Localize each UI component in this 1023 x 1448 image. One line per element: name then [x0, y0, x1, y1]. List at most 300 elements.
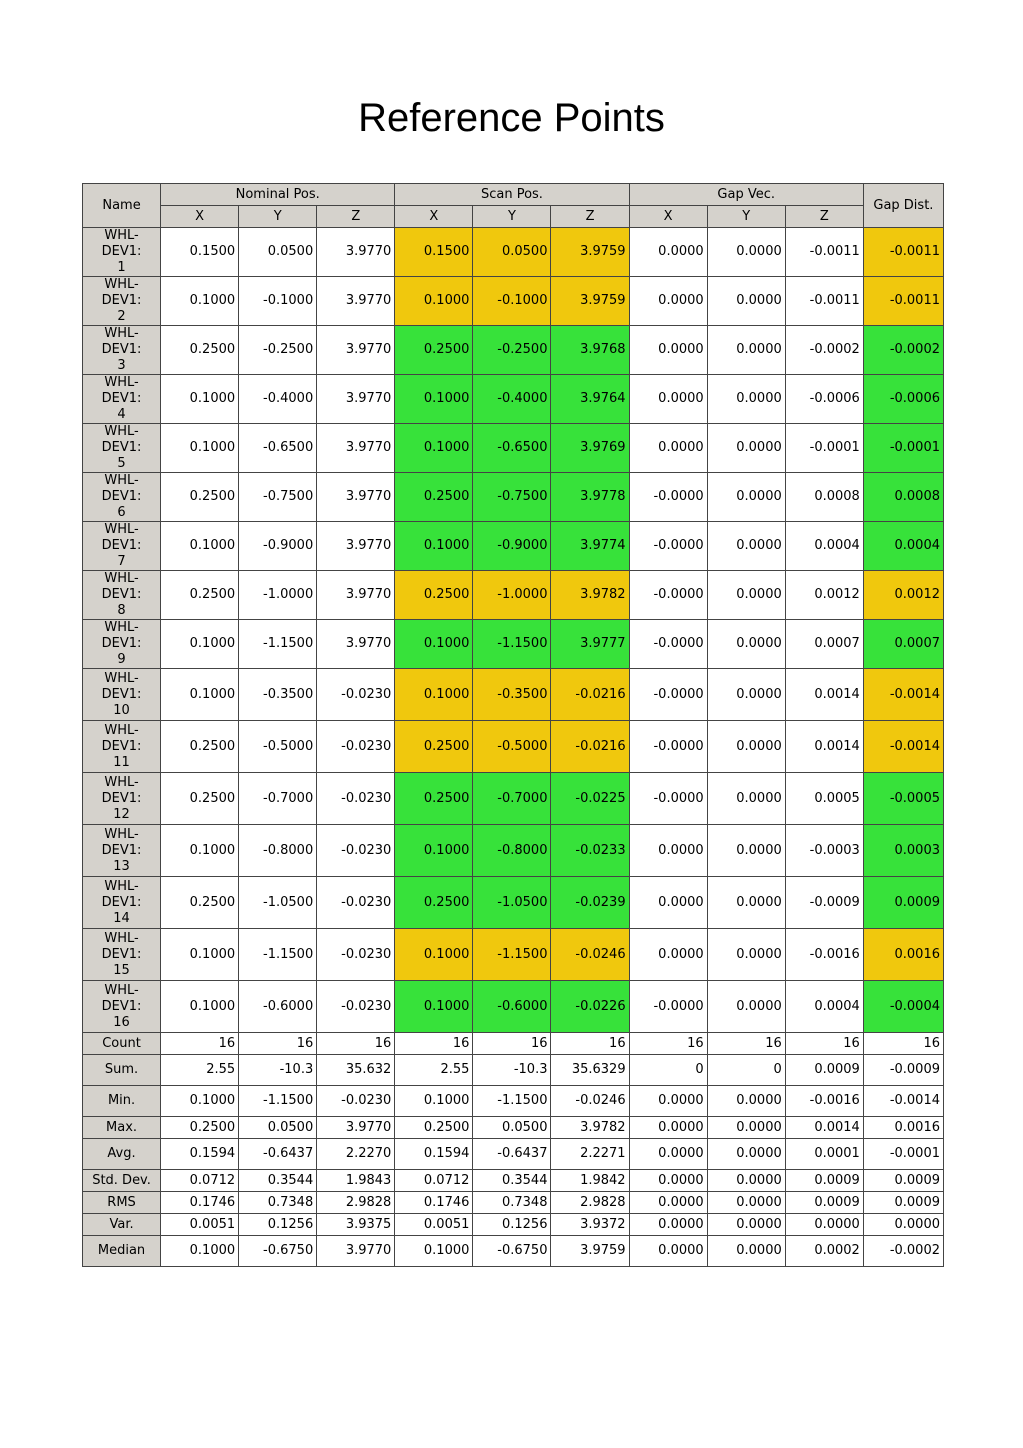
- stats-value: 0.1256: [473, 1214, 551, 1236]
- stats-value: 0.0712: [161, 1170, 239, 1192]
- cell-gap-y: 0.0000: [707, 773, 785, 825]
- cell-nominal-x: 0.1500: [161, 228, 239, 277]
- table-row: [83, 424, 944, 473]
- cell-nominal-x: 0.1000: [161, 825, 239, 877]
- cell-nominal-z: -0.0230: [317, 877, 395, 929]
- point-name-prefix: WHL-DEV1:: [101, 473, 142, 504]
- cell-gap-y: 0.0000: [707, 424, 785, 473]
- point-name-prefix: WHL-DEV1:: [101, 522, 142, 553]
- cell-gap-x: 0.0000: [629, 877, 707, 929]
- stats-value: 0.1746: [161, 1192, 239, 1214]
- cell-gap-dist: -0.0011: [863, 228, 943, 277]
- reference-points-table: [82, 183, 944, 1267]
- point-name: [83, 424, 161, 473]
- table-row: [83, 721, 944, 773]
- table-header: [83, 184, 944, 228]
- header-scan-y: Y: [473, 206, 551, 228]
- stats-value: 16: [863, 1033, 943, 1055]
- cell-gap-dist: -0.0006: [863, 375, 943, 424]
- stats-value: 0.0000: [707, 1170, 785, 1192]
- header-gap-vec: Gap Vec.: [629, 184, 863, 206]
- stats-value: 3.9770: [317, 1236, 395, 1267]
- cell-scan-z: 3.9782: [551, 571, 629, 620]
- cell-gap-dist: 0.0004: [863, 522, 943, 571]
- cell-gap-y: 0.0000: [707, 825, 785, 877]
- cell-scan-y: -0.4000: [473, 375, 551, 424]
- cell-scan-y: -0.3500: [473, 669, 551, 721]
- stats-label: Sum.: [83, 1055, 161, 1086]
- cell-scan-z: -0.0233: [551, 825, 629, 877]
- cell-nominal-x: 0.2500: [161, 773, 239, 825]
- point-name-index: 8: [117, 603, 126, 618]
- cell-gap-y: 0.0000: [707, 228, 785, 277]
- point-name: [83, 375, 161, 424]
- cell-gap-z: -0.0006: [785, 375, 863, 424]
- point-name: [83, 571, 161, 620]
- cell-gap-z: -0.0009: [785, 877, 863, 929]
- stats-value: 3.9759: [551, 1236, 629, 1267]
- header-nominal-z: Z: [317, 206, 395, 228]
- cell-gap-y: 0.0000: [707, 981, 785, 1033]
- cell-nominal-y: -0.4000: [239, 375, 317, 424]
- stats-row: [83, 1236, 944, 1267]
- cell-nominal-z: 3.9770: [317, 522, 395, 571]
- point-name: [83, 929, 161, 981]
- table-row: [83, 228, 944, 277]
- cell-nominal-z: 3.9770: [317, 571, 395, 620]
- cell-nominal-z: -0.0230: [317, 929, 395, 981]
- cell-nominal-z: -0.0230: [317, 721, 395, 773]
- stats-value: 0.0500: [239, 1117, 317, 1139]
- cell-scan-y: -0.2500: [473, 326, 551, 375]
- cell-gap-y: 0.0000: [707, 721, 785, 773]
- cell-scan-x: 0.1000: [395, 981, 473, 1033]
- cell-nominal-y: -1.0500: [239, 877, 317, 929]
- cell-scan-x: 0.2500: [395, 571, 473, 620]
- cell-scan-y: 0.0500: [473, 228, 551, 277]
- cell-gap-dist: 0.0016: [863, 929, 943, 981]
- cell-scan-x: 0.1000: [395, 929, 473, 981]
- cell-nominal-z: -0.0230: [317, 773, 395, 825]
- cell-gap-dist: -0.0014: [863, 669, 943, 721]
- cell-gap-dist: 0.0012: [863, 571, 943, 620]
- cell-scan-z: -0.0216: [551, 669, 629, 721]
- stats-value: 2.9828: [551, 1192, 629, 1214]
- table-body: [83, 228, 944, 1033]
- cell-nominal-z: 3.9770: [317, 375, 395, 424]
- cell-gap-z: -0.0011: [785, 228, 863, 277]
- stats-value: 0.0009: [785, 1055, 863, 1086]
- cell-scan-z: -0.0239: [551, 877, 629, 929]
- cell-scan-z: -0.0216: [551, 721, 629, 773]
- cell-gap-x: -0.0000: [629, 721, 707, 773]
- point-name-prefix: WHL-DEV1:: [101, 620, 142, 651]
- stats-row: [83, 1192, 944, 1214]
- point-name-prefix: WHL-DEV1:: [101, 774, 142, 806]
- point-name-prefix: WHL-DEV1:: [101, 930, 142, 962]
- cell-gap-x: -0.0000: [629, 522, 707, 571]
- stats-value: -0.0014: [863, 1086, 943, 1117]
- cell-nominal-y: -0.2500: [239, 326, 317, 375]
- point-name: [83, 326, 161, 375]
- point-name-prefix: WHL-DEV1:: [101, 670, 142, 702]
- point-name-index: 6: [117, 505, 126, 520]
- point-name: [83, 981, 161, 1033]
- stats-value: 16: [239, 1033, 317, 1055]
- stats-value: 0: [629, 1055, 707, 1086]
- stats-value: 0.0000: [707, 1236, 785, 1267]
- point-name: [83, 721, 161, 773]
- stats-value: 0.1594: [395, 1139, 473, 1170]
- page-title: Reference Points: [358, 96, 665, 140]
- cell-gap-x: -0.0000: [629, 981, 707, 1033]
- stats-row: [83, 1170, 944, 1192]
- header-scan-x: X: [395, 206, 473, 228]
- header-nominal-x: X: [161, 206, 239, 228]
- stats-value: 0.0009: [863, 1192, 943, 1214]
- cell-nominal-x: 0.1000: [161, 929, 239, 981]
- point-name-prefix: WHL-DEV1:: [101, 228, 142, 259]
- cell-gap-x: 0.0000: [629, 277, 707, 326]
- cell-scan-y: -1.0500: [473, 877, 551, 929]
- cell-gap-y: 0.0000: [707, 669, 785, 721]
- stats-value: 3.9770: [317, 1117, 395, 1139]
- stats-value: -0.0230: [317, 1086, 395, 1117]
- stats-value: -0.6437: [473, 1139, 551, 1170]
- cell-nominal-x: 0.2500: [161, 473, 239, 522]
- header-gap-x: X: [629, 206, 707, 228]
- stats-row: [83, 1033, 944, 1055]
- stats-value: -0.6437: [239, 1139, 317, 1170]
- stats-value: 16: [317, 1033, 395, 1055]
- point-name: [83, 669, 161, 721]
- cell-gap-z: -0.0011: [785, 277, 863, 326]
- stats-value: 2.55: [161, 1055, 239, 1086]
- cell-scan-z: 3.9764: [551, 375, 629, 424]
- cell-scan-x: 0.2500: [395, 877, 473, 929]
- cell-gap-z: -0.0016: [785, 929, 863, 981]
- cell-nominal-y: -1.1500: [239, 929, 317, 981]
- stats-value: 0.2500: [395, 1117, 473, 1139]
- cell-gap-x: 0.0000: [629, 375, 707, 424]
- header-gap-z: Z: [785, 206, 863, 228]
- cell-gap-z: 0.0005: [785, 773, 863, 825]
- cell-gap-y: 0.0000: [707, 326, 785, 375]
- table-row: [83, 277, 944, 326]
- stats-value: 0.0000: [629, 1170, 707, 1192]
- point-name-index: 11: [113, 754, 130, 770]
- stats-value: 0.0000: [629, 1236, 707, 1267]
- cell-gap-y: 0.0000: [707, 375, 785, 424]
- stats-value: 0.1000: [161, 1236, 239, 1267]
- cell-nominal-z: 3.9770: [317, 277, 395, 326]
- stats-value: 0.7348: [473, 1192, 551, 1214]
- stats-value: 0.7348: [239, 1192, 317, 1214]
- cell-scan-z: -0.0226: [551, 981, 629, 1033]
- header-gap-y: Y: [707, 206, 785, 228]
- cell-gap-z: -0.0003: [785, 825, 863, 877]
- cell-scan-x: 0.1000: [395, 825, 473, 877]
- stats-value: 0.0000: [707, 1214, 785, 1236]
- point-name-prefix: WHL-DEV1:: [101, 326, 142, 357]
- cell-scan-z: 3.9759: [551, 228, 629, 277]
- cell-scan-y: -1.1500: [473, 929, 551, 981]
- cell-scan-z: 3.9777: [551, 620, 629, 669]
- stats-value: 3.9375: [317, 1214, 395, 1236]
- cell-gap-x: 0.0000: [629, 228, 707, 277]
- cell-gap-dist: 0.0009: [863, 877, 943, 929]
- cell-gap-dist: -0.0011: [863, 277, 943, 326]
- cell-scan-z: 3.9768: [551, 326, 629, 375]
- stats-value: -1.1500: [239, 1086, 317, 1117]
- stats-row: [83, 1214, 944, 1236]
- stats-value: -0.0016: [785, 1086, 863, 1117]
- point-name: [83, 522, 161, 571]
- cell-gap-dist: -0.0004: [863, 981, 943, 1033]
- point-name-index: 2: [117, 309, 126, 324]
- stats-value: 0.0000: [707, 1192, 785, 1214]
- cell-nominal-x: 0.1000: [161, 277, 239, 326]
- stats-value: 1.9842: [551, 1170, 629, 1192]
- stats-value: 3.9782: [551, 1117, 629, 1139]
- stats-value: 0.2500: [161, 1117, 239, 1139]
- cell-gap-x: 0.0000: [629, 424, 707, 473]
- point-name-prefix: WHL-DEV1:: [101, 878, 142, 910]
- cell-scan-z: -0.0246: [551, 929, 629, 981]
- cell-gap-y: 0.0000: [707, 277, 785, 326]
- point-name-prefix: WHL-DEV1:: [101, 424, 142, 455]
- point-name-index: 10: [113, 702, 130, 718]
- stats-value: 0.0500: [473, 1117, 551, 1139]
- cell-gap-y: 0.0000: [707, 929, 785, 981]
- stats-label: Min.: [83, 1086, 161, 1117]
- cell-gap-z: 0.0007: [785, 620, 863, 669]
- table-row: [83, 825, 944, 877]
- table-row: [83, 929, 944, 981]
- point-name-index: 13: [113, 858, 130, 874]
- point-name: [83, 620, 161, 669]
- stats-value: 35.632: [317, 1055, 395, 1086]
- point-name-index: 3: [117, 358, 126, 373]
- cell-scan-y: -0.5000: [473, 721, 551, 773]
- cell-nominal-z: -0.0230: [317, 981, 395, 1033]
- stats-label: Var.: [83, 1214, 161, 1236]
- cell-nominal-x: 0.1000: [161, 620, 239, 669]
- stats-value: 16: [629, 1033, 707, 1055]
- stats-value: 0.0014: [785, 1117, 863, 1139]
- cell-scan-z: 3.9778: [551, 473, 629, 522]
- cell-nominal-y: -0.5000: [239, 721, 317, 773]
- stats-value: 16: [395, 1033, 473, 1055]
- cell-gap-z: -0.0002: [785, 326, 863, 375]
- stats-row: [83, 1117, 944, 1139]
- cell-gap-y: 0.0000: [707, 473, 785, 522]
- cell-nominal-x: 0.2500: [161, 326, 239, 375]
- cell-nominal-z: 3.9770: [317, 228, 395, 277]
- header-scan-z: Z: [551, 206, 629, 228]
- cell-nominal-z: 3.9770: [317, 424, 395, 473]
- cell-scan-x: 0.2500: [395, 473, 473, 522]
- stats-value: -0.0001: [863, 1139, 943, 1170]
- table-row: [83, 522, 944, 571]
- cell-gap-x: -0.0000: [629, 620, 707, 669]
- cell-scan-y: -0.8000: [473, 825, 551, 877]
- stats-value: -0.0246: [551, 1086, 629, 1117]
- stats-row: [83, 1139, 944, 1170]
- stats-value: 0.1746: [395, 1192, 473, 1214]
- cell-gap-y: 0.0000: [707, 522, 785, 571]
- point-name: [83, 277, 161, 326]
- cell-gap-y: 0.0000: [707, 571, 785, 620]
- stats-value: 2.9828: [317, 1192, 395, 1214]
- cell-nominal-z: 3.9770: [317, 620, 395, 669]
- stats-value: 0.0009: [785, 1170, 863, 1192]
- table-row: [83, 981, 944, 1033]
- stats-value: 0.0000: [629, 1086, 707, 1117]
- cell-gap-z: 0.0012: [785, 571, 863, 620]
- cell-gap-x: 0.0000: [629, 326, 707, 375]
- cell-nominal-z: -0.0230: [317, 669, 395, 721]
- cell-gap-dist: -0.0001: [863, 424, 943, 473]
- stats-value: 0.0051: [161, 1214, 239, 1236]
- cell-scan-x: 0.2500: [395, 721, 473, 773]
- cell-nominal-x: 0.1000: [161, 522, 239, 571]
- cell-nominal-z: 3.9770: [317, 326, 395, 375]
- point-name-prefix: WHL-DEV1:: [101, 375, 142, 406]
- point-name-prefix: WHL-DEV1:: [101, 277, 142, 308]
- cell-nominal-y: -0.8000: [239, 825, 317, 877]
- stats-label: Std. Dev.: [83, 1170, 161, 1192]
- point-name-prefix: WHL-DEV1:: [101, 982, 142, 1014]
- stats-label: Max.: [83, 1117, 161, 1139]
- cell-gap-z: 0.0014: [785, 721, 863, 773]
- stats-value: -0.6750: [239, 1236, 317, 1267]
- cell-nominal-y: -0.6500: [239, 424, 317, 473]
- point-name-prefix: WHL-DEV1:: [101, 826, 142, 858]
- cell-gap-z: -0.0001: [785, 424, 863, 473]
- stats-value: 0.0000: [707, 1117, 785, 1139]
- cell-scan-x: 0.1000: [395, 522, 473, 571]
- cell-scan-y: -1.0000: [473, 571, 551, 620]
- table-row: [83, 375, 944, 424]
- cell-gap-x: -0.0000: [629, 571, 707, 620]
- cell-gap-dist: 0.0003: [863, 825, 943, 877]
- cell-scan-y: -0.7500: [473, 473, 551, 522]
- stats-value: 0.0000: [707, 1139, 785, 1170]
- stats-value: -0.0009: [863, 1055, 943, 1086]
- table-row: [83, 473, 944, 522]
- stats-value: 1.9843: [317, 1170, 395, 1192]
- stats-value: 3.9372: [551, 1214, 629, 1236]
- cell-nominal-x: 0.1000: [161, 669, 239, 721]
- stats-value: 2.55: [395, 1055, 473, 1086]
- cell-gap-z: 0.0014: [785, 669, 863, 721]
- cell-gap-x: -0.0000: [629, 773, 707, 825]
- cell-scan-z: 3.9769: [551, 424, 629, 473]
- cell-gap-dist: -0.0005: [863, 773, 943, 825]
- stats-value: -0.6750: [473, 1236, 551, 1267]
- point-name-index: 14: [113, 910, 130, 926]
- stats-value: 16: [707, 1033, 785, 1055]
- cell-scan-x: 0.1000: [395, 375, 473, 424]
- stats-value: 16: [473, 1033, 551, 1055]
- stats-value: 0.0000: [707, 1086, 785, 1117]
- cell-nominal-x: 0.2500: [161, 877, 239, 929]
- table-row: [83, 571, 944, 620]
- stats-value: -1.1500: [473, 1086, 551, 1117]
- point-name: [83, 228, 161, 277]
- stats-value: 0.0000: [629, 1117, 707, 1139]
- point-name-index: 12: [113, 806, 130, 822]
- cell-scan-y: -0.6000: [473, 981, 551, 1033]
- stats-label: Count: [83, 1033, 161, 1055]
- point-name: [83, 877, 161, 929]
- point-name-index: 9: [117, 652, 126, 667]
- stats-value: 16: [161, 1033, 239, 1055]
- point-name-index: 7: [117, 554, 126, 569]
- cell-scan-y: -0.7000: [473, 773, 551, 825]
- cell-scan-x: 0.1000: [395, 620, 473, 669]
- stats-value: 0.0009: [863, 1170, 943, 1192]
- cell-nominal-z: 3.9770: [317, 473, 395, 522]
- stats-value: 0.3544: [473, 1170, 551, 1192]
- stats-value: 0.0009: [785, 1192, 863, 1214]
- cell-scan-y: -1.1500: [473, 620, 551, 669]
- cell-nominal-y: -1.1500: [239, 620, 317, 669]
- cell-gap-z: 0.0004: [785, 981, 863, 1033]
- stats-value: 0: [707, 1055, 785, 1086]
- stats-value: 0.0000: [629, 1192, 707, 1214]
- cell-scan-z: 3.9759: [551, 277, 629, 326]
- cell-gap-y: 0.0000: [707, 620, 785, 669]
- stats-value: 0.0000: [629, 1214, 707, 1236]
- stats-value: -10.3: [239, 1055, 317, 1086]
- stats-value: 16: [785, 1033, 863, 1055]
- point-name: [83, 825, 161, 877]
- stats-row: [83, 1055, 944, 1086]
- cell-gap-dist: 0.0007: [863, 620, 943, 669]
- stats-label: RMS: [83, 1192, 161, 1214]
- cell-nominal-y: 0.0500: [239, 228, 317, 277]
- cell-scan-x: 0.2500: [395, 326, 473, 375]
- cell-scan-x: 0.1000: [395, 277, 473, 326]
- cell-scan-z: 3.9774: [551, 522, 629, 571]
- point-name-index: 16: [113, 1014, 130, 1030]
- cell-nominal-x: 0.2500: [161, 721, 239, 773]
- cell-scan-z: -0.0225: [551, 773, 629, 825]
- cell-scan-x: 0.1000: [395, 424, 473, 473]
- header-nominal-pos: Nominal Pos.: [161, 184, 395, 206]
- cell-nominal-y: -0.7000: [239, 773, 317, 825]
- cell-nominal-x: 0.2500: [161, 571, 239, 620]
- table-row: [83, 669, 944, 721]
- point-name-index: 5: [117, 456, 126, 471]
- stats-value: 0.1256: [239, 1214, 317, 1236]
- cell-nominal-x: 0.1000: [161, 424, 239, 473]
- stats-value: 2.2271: [551, 1139, 629, 1170]
- point-name-prefix: WHL-DEV1:: [101, 722, 142, 754]
- header-gap-dist: Gap Dist.: [863, 184, 943, 228]
- cell-scan-y: -0.1000: [473, 277, 551, 326]
- stats-value: 0.0000: [629, 1139, 707, 1170]
- cell-scan-x: 0.1500: [395, 228, 473, 277]
- header-name: Name: [83, 184, 161, 228]
- stats-value: 0.1000: [395, 1236, 473, 1267]
- point-name: [83, 473, 161, 522]
- cell-nominal-y: -0.1000: [239, 277, 317, 326]
- cell-scan-x: 0.2500: [395, 773, 473, 825]
- point-name: [83, 773, 161, 825]
